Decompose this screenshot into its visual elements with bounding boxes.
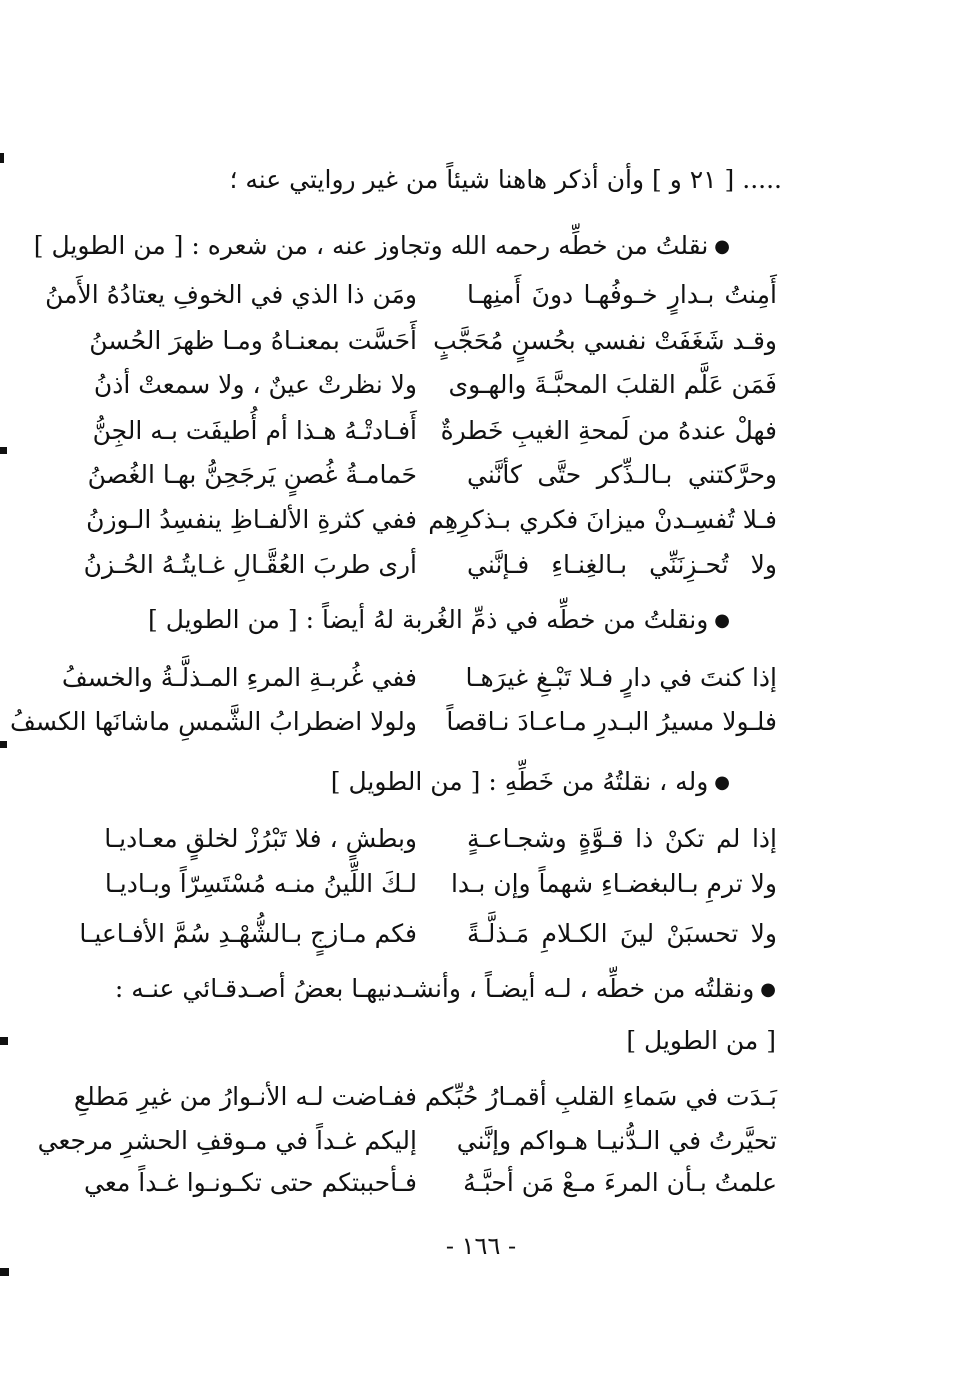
verse-hemistich-2: لـكَ اللِّينُ منـه مُسْتَسِرّاً وبـاديـا xyxy=(104,869,417,898)
margin-mark xyxy=(0,1037,8,1045)
verse-hemistich-1: علمتُ بـأن المرءَ مـعْ مَن أحبَّـهُ xyxy=(463,1168,777,1197)
section-heading: ● نقلتُ من خطِّه رحمه الله وتجاوز عنه ، من شعره : [ من الطويل ] xyxy=(34,229,730,264)
verse-hemistich-1: بَـدَت في سَماءِ القلبِ أقمـارُ حُبِّكم xyxy=(424,1082,777,1111)
verse-hemistich-2: أَفـادتْـهُ هـذا أم أُطيفَت بـه الجِنُّ xyxy=(92,416,417,445)
page-number: - ١٦٦ - xyxy=(445,1232,517,1260)
verse-hemistich-1: ولا تحسبَنْ لينَ الكـلامِ مَـذلَّـةً xyxy=(467,919,777,948)
verse-hemistich-2: أَحَسَّت بمعنـاهُ ومـا ظهرَ الحُسنُ xyxy=(89,326,417,355)
verse-hemistich-1: فلـولا مسيرُ البـدرِ مـاعـادَ نـاقصاً xyxy=(446,707,777,736)
verse-hemistich-1: ولا ترمِ بـالبغضـاءِ شهماً وإن بـدا xyxy=(450,869,777,898)
section-heading-meter: [ من الطويل ] xyxy=(626,1026,776,1055)
verse-hemistich-1: إذا كنتَ في دارٍ فـلا تَبْـغِ غيرَهـا xyxy=(465,663,777,692)
verse-hemistich-2: فكم مـازجٍ بـالشُّهْـدِ سُمَّ الأفـاعيـا xyxy=(79,919,417,948)
margin-mark xyxy=(0,153,4,163)
verse-hemistich-1: فـلا تُفسِـدنْ ميزانَ فكري بـذكرِهِم xyxy=(428,505,777,534)
verse-hemistich-1: فهلْ عندهُ من لَمحةِ الغيبِ خَطرةٌ xyxy=(440,416,777,445)
verse-hemistich-1: فَمَن عَلَّم القلبَ المحبَّـةَ والهـوى xyxy=(448,370,777,399)
verse-hemistich-2: فـأحببتكم حتى تكـونـوا غـداً معي xyxy=(84,1168,417,1197)
verse-hemistich-1: أَمِنتُ بـدارٍ خـوفُهـا دونَ أَمنِهـا xyxy=(467,280,777,309)
verse-hemistich-1: تحيَّرتُ في الـدُّنيـا هـواكم وإنَّني xyxy=(456,1126,777,1155)
verse-hemistich-2: إليكم غـداً في مـوقفِ الحشرِ مرجعي xyxy=(37,1126,417,1155)
section-heading: ● ونقلتُ من خطِّه في ذمِّ الغُربة لهُ أيضاً : [ من الطويل ] xyxy=(148,603,730,638)
verse-hemistich-2: أرى طربَ العُقَّـالِ غـايتُـهُ الحُـزنُ xyxy=(83,550,417,579)
verse-hemistich-1: وحرَّكتني بـالـذِّكر حتَّى كأنَّني xyxy=(467,460,777,489)
margin-mark xyxy=(0,1268,9,1276)
verse-hemistich-1: وقـد شَغَفَتْ نفسي بحُسنٍ مُحَجَّبٍ xyxy=(433,326,777,355)
verse-hemistich-2: ومَن ذا الذي في الخوفِ يعتادُهُ الأَمنُ xyxy=(45,280,417,309)
verse-hemistich-1: ولا تُحـزِنَنِّي بـالغِنـاءِ فـإنَّني xyxy=(467,550,777,579)
verse-hemistich-1: إذا لم تكنْ ذا قـوَّةٍ وشجـاعـةٍ xyxy=(467,824,777,853)
verse-hemistich-2: وبطشٍ ، فلا تَبْرُزْ لخلقٍ معـاديـا xyxy=(104,824,417,853)
intro-line: ..... [ ٢١ و ] وأن أذكر هاهنا شيئاً من غير روايتي عنه ؛ xyxy=(229,165,782,194)
section-heading: ● وله ، نقلتُهُ من خَطِّهِ : [ من الطويل ] xyxy=(331,765,730,800)
verse-hemistich-2: ففي غُربـةِ المرءِ المـذلَّـةُ والخسفُ xyxy=(61,663,417,692)
section-heading: ● ونقلتُه من خطِّه ، لـه أيضـاً ، وأنشـدنيهـا بعضُ أصـدقـائي عنـه : xyxy=(115,972,776,1007)
verse-hemistich-2: ولولا اضطرابُ الشَّمسِ ماشانَها الكسفُ xyxy=(9,707,417,736)
margin-mark xyxy=(0,741,7,748)
verse-hemistich-2: حَمامـةُ غُصنٍ يَرجَحِنُّ بهـا الغُصنُ xyxy=(87,460,417,489)
verse-hemistich-2: ففـاضت لـه الأنـوارُ من غيرِ مَطلعِ xyxy=(73,1082,417,1111)
margin-mark xyxy=(0,447,7,454)
verse-hemistich-2: ولا نظرتْ عينٌ ، ولا سمعتْ أذنُ xyxy=(93,370,417,399)
verse-hemistich-2: ففي كثرةِ الألفـاظِ ينفسِدُ الـوزنُ xyxy=(86,505,417,534)
